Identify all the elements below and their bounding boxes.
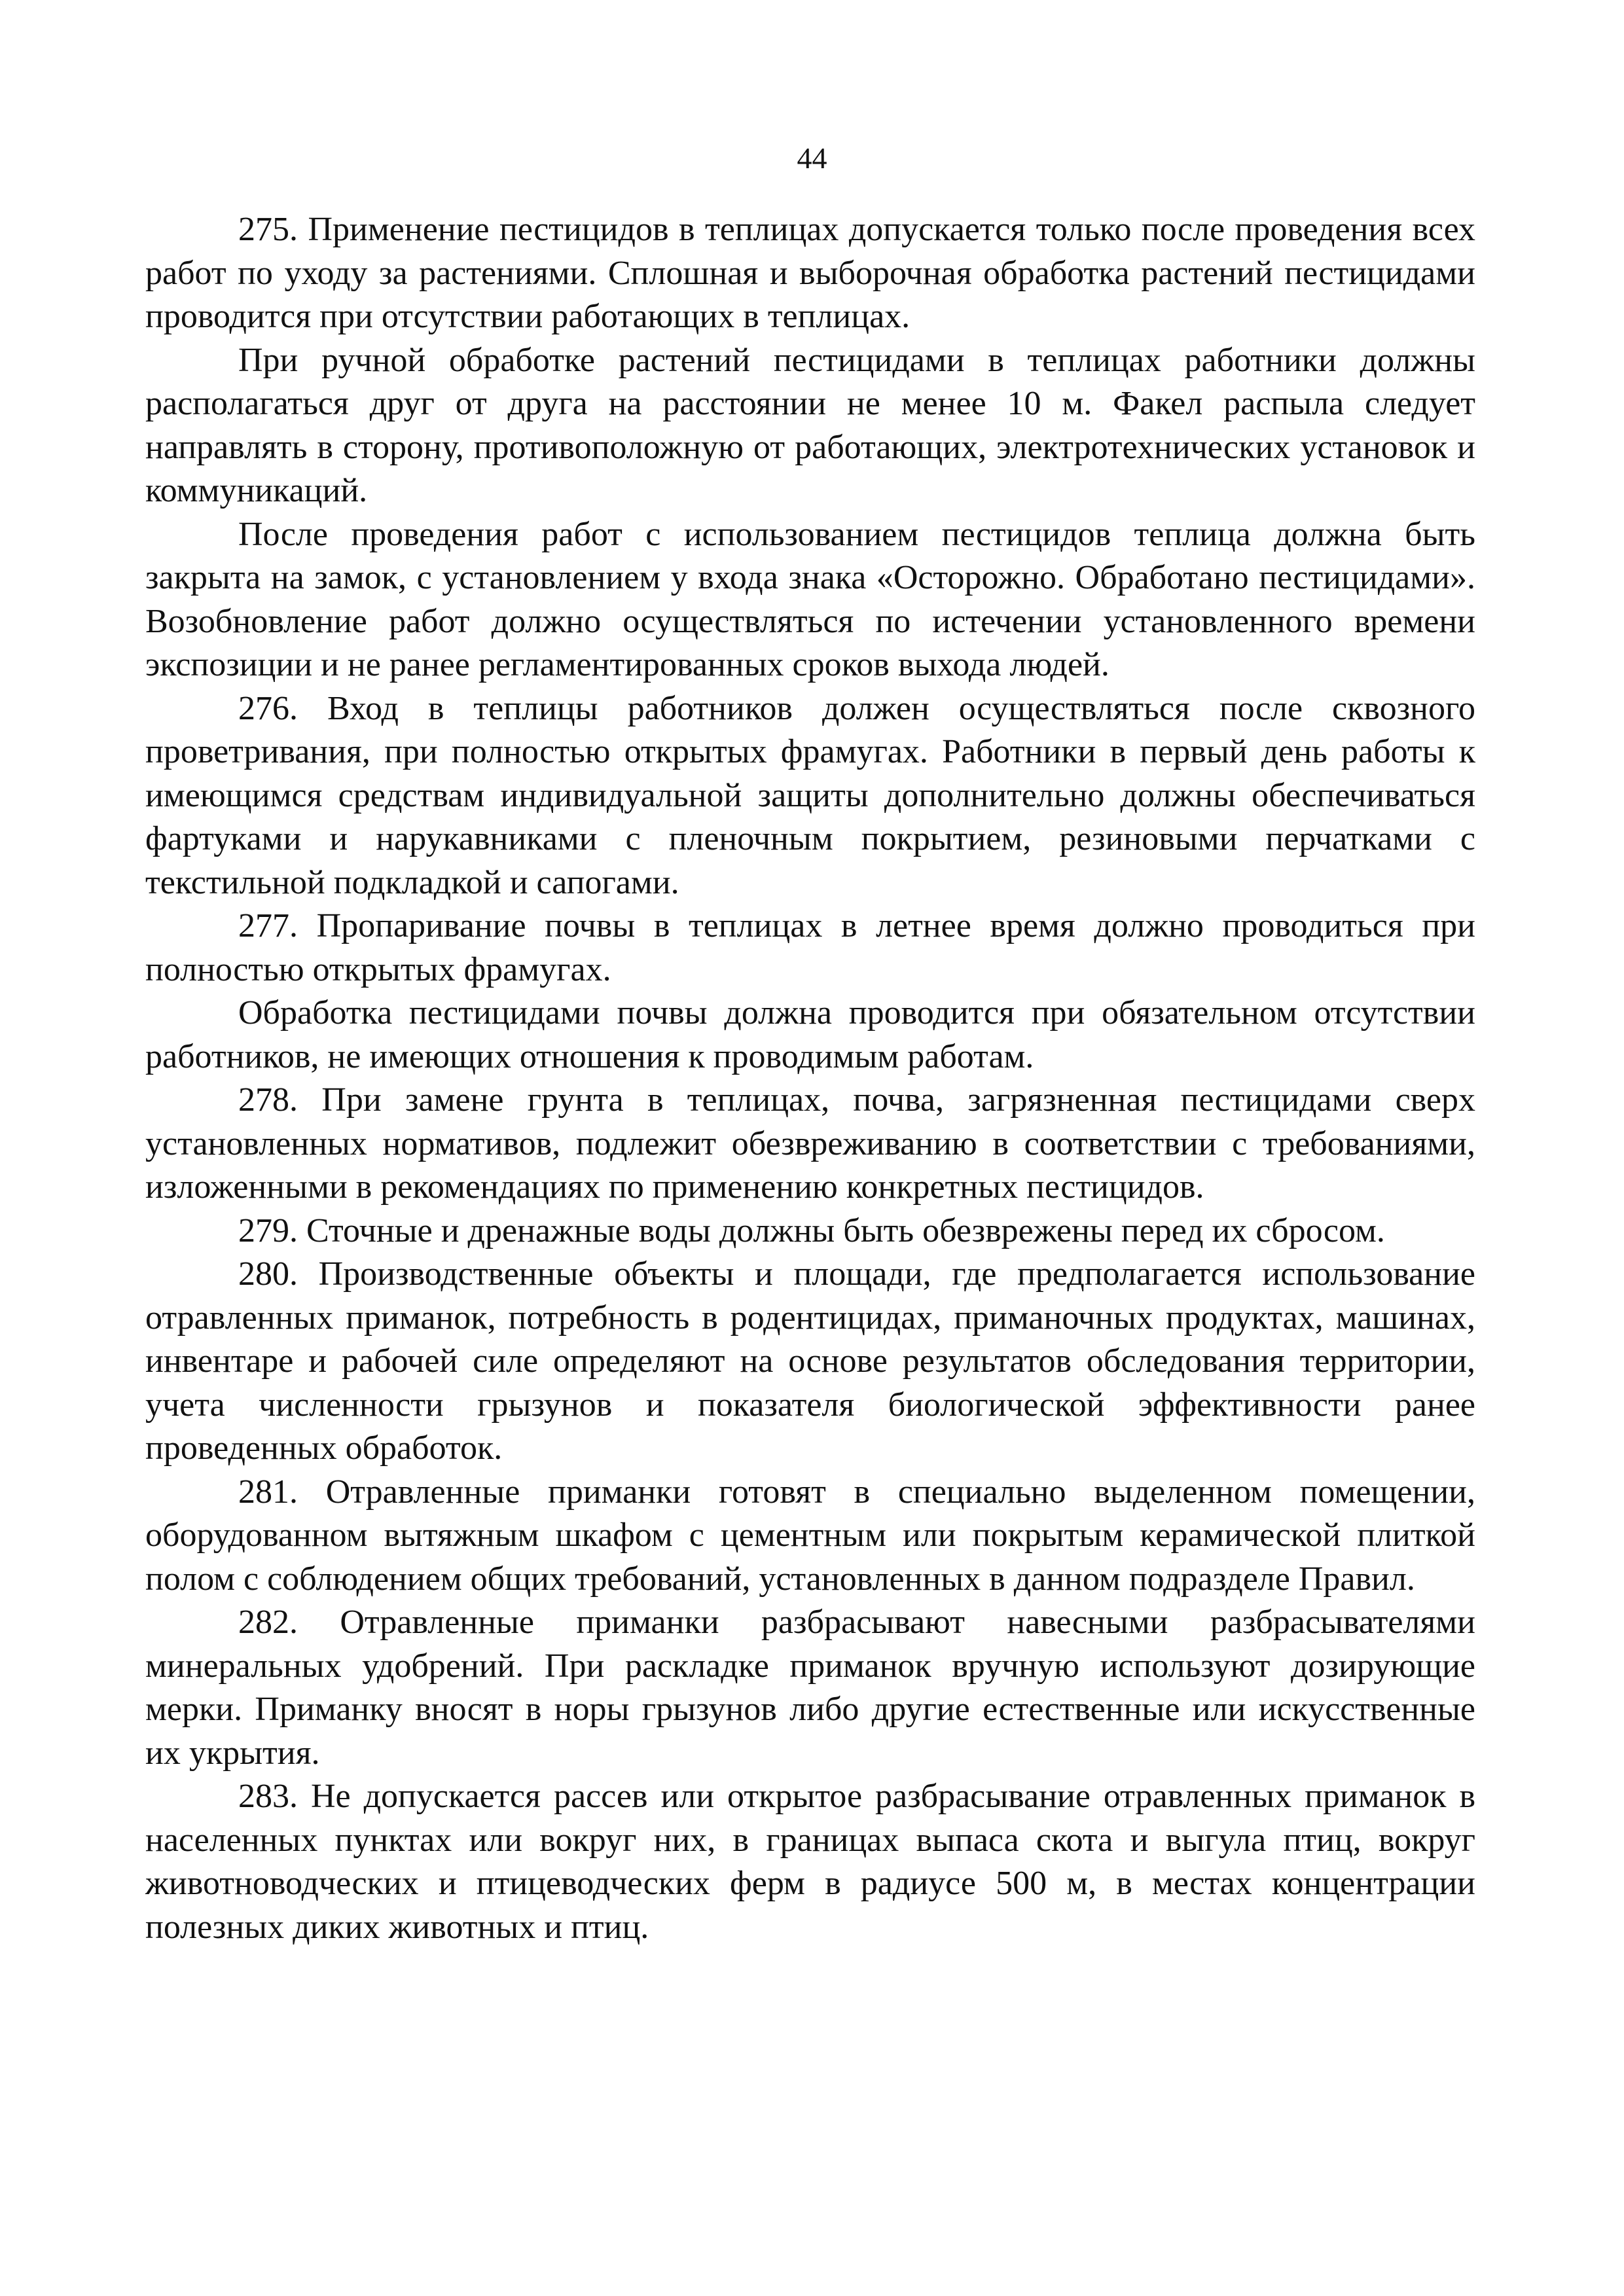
paragraph-275: 275. Применение пестицидов в теплицах допускается только после проведения всех работ по уходу за растениями. Сплошная и выборочная обработка растений пестицидами проводится при отсутствии работающих в теплицах.: [145, 211, 1475, 335]
paragraph-280: 280. Производственные объекты и площади, где предполагается использование отравленных приманок, потребность в родентицидах, приманочных продуктах, машинах, инвентаре и рабочей силе определяют на основе результатов обследования территории, учета численности грызунов и показателя биологической эффективности ранее проведенных обработок.: [145, 1255, 1475, 1467]
paragraph-278: 278. При замене грунта в теплицах, почва, загрязненная пестицидами сверх установленных нормативов, подлежит обезвреживанию в соответствии с требованиями, изложенными в рекомендациях по применению конкретных пестицидов.: [145, 1081, 1475, 1206]
paragraph-283: 283. Не допускается рассев или открытое разбрасывание отравленных приманок в населенных пунктах или вокруг них, в границах выпаса скота и выгула птиц, вокруг животноводческих и птицеводческих ферм в радиусе 500 м, в местах концентрации полезных диких животных и птиц.: [145, 1778, 1475, 1946]
paragraph-275-after-treatment: После проведения работ с использованием пестицидов теплица должна быть закрыта на замок, с установлением у входа знака «Осторожно. Обработано пестицидами». Возобновление работ должно осуществляться по истечении установленного времени экспозиции и не ранее регламентированных сроков выхода людей.: [145, 515, 1475, 683]
paragraph-275-manual-treatment: При ручной обработке растений пестицидами в теплицах работники должны располагаться друг от друга на расстоянии не менее 10 м. Факел распыла следует направлять в сторону, противоположную от работающих, электротехнических установок и коммуникаций.: [145, 341, 1475, 509]
paragraph-281: 281. Отравленные приманки готовят в специально выделенном помещении, оборудованном вытяжным шкафом с цементным или покрытым керамической плиткой полом с соблюдением общих требований, установленных в данном подразделе Правил.: [145, 1473, 1475, 1598]
paragraph-277-soil-treatment: Обработка пестицидами почвы должна проводится при обязательном отсутствии работников, не имеющих отношения к проводимым работам.: [145, 994, 1475, 1075]
paragraph-277: 277. Пропаривание почвы в теплицах в летнее время должно проводиться при полностью открытых фрамугах.: [145, 907, 1475, 988]
paragraph-276: 276. Вход в теплицы работников должен осуществляться после сквозного проветривания, при полностью открытых фрамугах. Работники в первый день работы к имеющимся средствам индивидуальной защиты дополнительно должны обеспечиваться фартуками и нарукавниками с пленочным покрытием, резиновыми перчатками с текстильной подкладкой и сапогами.: [145, 689, 1475, 901]
page-number: 44: [797, 141, 827, 175]
paragraph-282: 282. Отравленные приманки разбрасывают навесными разбрасывателями минеральных удобрений. При раскладке приманок вручную используют дозирующие мерки. Приманку вносят в норы грызунов либо другие естественные или искусственные их укрытия.: [145, 1604, 1475, 1772]
document-body: [145, 208, 1475, 1949]
paragraph-279: 279. Сточные и дренажные воды должны быть обезврежены перед их сбросом.: [238, 1211, 1385, 1249]
